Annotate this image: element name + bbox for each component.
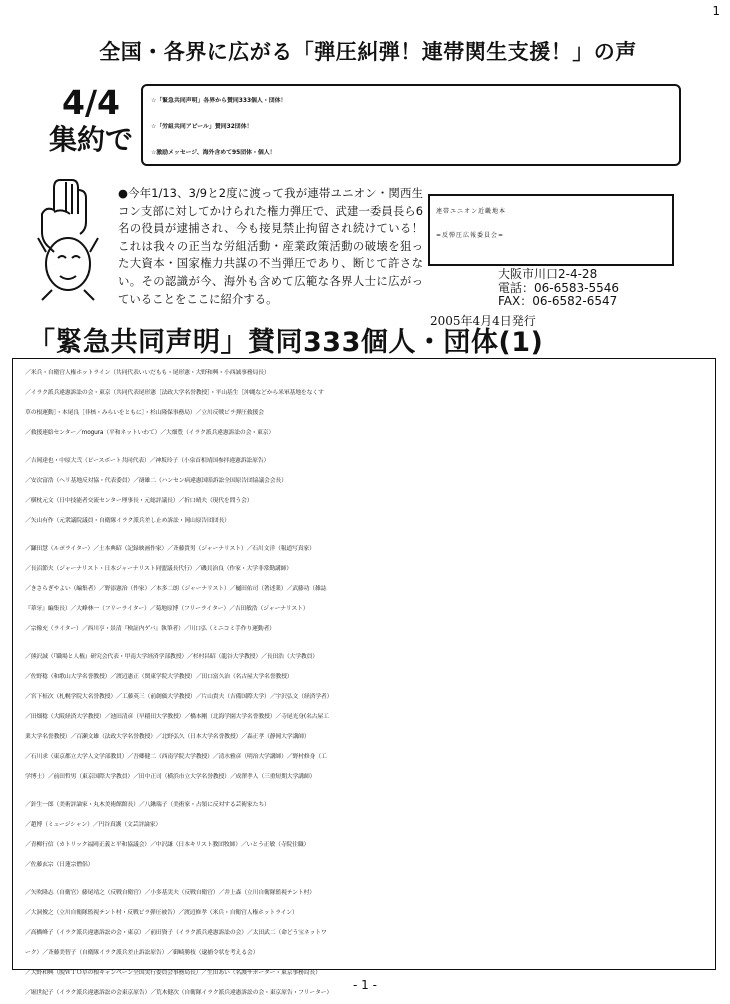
- supporter-line: ／大洞俊之（立川自衛隊監視テント村・反戦ビラ弾圧被告）／渡辺修孝（米兵・自衛官人権ホットライン）: [25, 910, 298, 916]
- supporter-group: [25, 363, 707, 443]
- supporter-line: ／吉岡達也・中原大弐（ピースボート共同代表）／神坂玲子（小泉首相靖国参拝違憲訴訟原告）: [25, 458, 270, 464]
- supporter-line: ／矢山有作（元衆議院議員・自衛隊イラク派兵差し止め訴訟・岡山原告団団長）: [25, 518, 230, 524]
- supporter-line: 業大学名誉教授）／百瀬文雄（法政大学名誉教授）／北野弘久（日本大学名誉教授）／森正孝（静岡大学講師）: [25, 734, 310, 740]
- date-block: [42, 84, 140, 158]
- org-contact: [498, 268, 619, 309]
- intro-text: ●今年1/13、3/9と2度に渡って我が連帯ユニオン・関西生コン支部に対してかけられた権力弾圧で、武建一委員長ら6名の役員が逮捕され、今も接見禁止拘留され続けている！これは我々の正当な労組活動・産業政策活動の破壊を狙った大資本・国家権力共謀の不当弾圧であり、断じて許さない。その認識が今、海外も含めて広範な各界人士に広がっていることをここに紹介する。: [118, 186, 423, 306]
- publication-date: 2005年4月4日発行: [430, 314, 536, 328]
- supporter-line: ／長沼節夫（ジャーナリスト・日本ジャーナリスト同盟議長代行）／磯貝治良（作家・大学非常勤講師）: [25, 566, 292, 572]
- supporter-line: ／宗像充（ライター）／西川亨・景清『検証内ゲバ』執筆者）／川口弘（ミニコミ手作り運動者）: [25, 626, 275, 632]
- supporter-line: ／横枕元文（日中技能者交流センター理事長・元総評議長）／折口晴夫（現代を問う会）: [25, 498, 253, 504]
- org-name: 連帯ユニオン近畿地本: [436, 208, 507, 215]
- org-address: 大阪市川口2-4-28: [498, 267, 598, 281]
- supporter-line: ／宮下柾次（札幌学院大名誉教授）／工藤英三（前創価大学教授）／片山貴夫（吉備国際大学）／宇沢弘文（経済学者）: [25, 694, 333, 700]
- main-heading: 「緊急共同声明」賛同333個人・団体(1): [28, 327, 544, 358]
- org-box: [428, 194, 674, 266]
- supporter-line: ／趙博（ミュージシャン）／円谷真護（文芸評論家）: [25, 822, 162, 828]
- supporter-group: [25, 451, 707, 531]
- supporter-line: ／針生一郎（美術評論家・丸木美術館館長）／八鍬瑞子（美術家・占領に反対する芸術家たち）: [25, 802, 270, 808]
- summary-line: ☆「労組共同アピール」賛同32団体！: [151, 124, 253, 130]
- summary-line: ☆「緊急共同声明」各界から賛同333個人・団体！: [151, 98, 287, 104]
- date-label: 4/4: [62, 83, 120, 122]
- supporter-line: ／米兵・自衛官人権ホットライン（共同代表いいだもも・尾形憲・大野和興・小西誠事務局長）: [25, 370, 270, 376]
- org-committee: =反弾圧広報委員会=: [436, 232, 505, 239]
- supporter-line: 学博士）／前田哲男（東京国際大学教員）／田中正司（横浜市立大学名誉教授）／成澤孝人（三重短期大学講師）: [25, 774, 316, 780]
- page-number-top: 1: [712, 4, 720, 18]
- supporter-group: [25, 795, 707, 875]
- raised-fist-illustration: [12, 172, 116, 302]
- footer-page-number: - 1 -: [353, 978, 377, 992]
- supporter-line: ／鎌田慧（ルポライター）／土本典昭（記録映画作家）／斉藤貴男（ジャーナリスト）／石川文洋（報道写真家）: [25, 546, 315, 552]
- supporter-line: ／救援連絡センター／mogura（平和ネットいわて）／大畑豊（イラク派兵違憲訴訟の会・東京）: [25, 430, 275, 436]
- supporter-line: ／石川求（東京都立大学人文学部教員）／吾郷健二（西南学院大学教授）／清水雅彦（明治大学講師）／野村修身（工: [25, 754, 327, 760]
- supporter-line: ／佐藤玄宗（日蓮宗僧侶）: [25, 862, 94, 868]
- org-tel: 電話：06-6583-5546: [498, 280, 620, 295]
- supporter-line: ーク）／斉藤美智子（自衛隊イラク派兵差止訴訟原告）／御崎勝枝（逮捕令状を考える会）: [25, 950, 259, 956]
- supporter-line: ／青柳行信（カトリック福岡正義と平和協議会）／中沢謙（日本キリスト教団牧師）／いとう正敏（寺院住職）: [25, 842, 310, 848]
- supporter-line: ／安次富浩（ヘリ基地反対協・代表委員）／谺雄二（ハンセン病違憲国賠訴訟全国原告団協議会会長）: [25, 478, 287, 484]
- summary-line: ☆激励メッセージ、海外含めて95団体・個人！: [151, 150, 276, 156]
- supporter-line: ／熊沢誠（『職場と人権』研究会代表・甲南大学経済学部教授）／杉村昌昭（龍谷大学教授）／長田浩（大学教員）: [25, 654, 318, 660]
- supporters-list: [12, 358, 716, 996]
- supporter-line: ／佐野稔（和歌山大学名誉教授）／渡辺憲正（関東学院大学教授）／田口富久治（名古屋大学名誉教授）: [25, 674, 293, 680]
- supporter-line: ／イラク派兵違憲訴訟の会・東京（共同代表尾形憲［法政大学名誉教授］・平山基生［沖縄などから米軍基地をなくす: [25, 390, 324, 396]
- date-suffix: 集約で: [48, 123, 133, 156]
- supporter-line: ／大野和興（脱ＷＴＯ草の根キャンペーン全国実行委員会事務局長）／生田あい（名護サポーター・東京事務局長）: [25, 970, 321, 976]
- supporter-group: [25, 647, 707, 787]
- supporter-line: ／田畑稔（大阪経済大学教授）／池田清彦（早稲田大学教授）／橋本剛（北海学園大学名誉教授）／寺尾光身(名古屋工: [25, 714, 329, 720]
- supporter-line: ／堀世紀子（イラク派兵違憲訴訟の会東京原告）／荒木健次（自衛隊イラク派兵違憲訴訟の会・東京原告・フリーター）: [25, 990, 333, 996]
- supporter-line: ／きさらぎやよい（編集者）／野添憲治（作家）／本多二朗（ジャーナリスト）／樋田佑司（著述業）／武藤功（雑誌: [25, 586, 327, 592]
- header-title: 全国・各界に広がる「弾圧糾弾！連帯関生支援！」の声: [99, 40, 637, 64]
- supporter-group: [25, 539, 707, 639]
- supporter-line: 草の根運動］・本尾良［非核・みらいをともに］・杉山隆保事務局）／立川反戦ビラ弾圧救援会: [25, 410, 264, 416]
- summary-box: [141, 84, 681, 166]
- supporter-line: ／矢吹隆志（自衛官）藤尾靖之（反戦自衛官）／小多基実夫（反戦自衛官）／井上森（立川自衛隊監視テント村）: [25, 890, 315, 896]
- supporter-line: 『葦牙』編集長）／大峰林一（フリーライター）／菊地原博（フリーライター）／吉田敏浩（ジャーナリスト）: [25, 606, 309, 612]
- supporter-line: ／高橋峰子（イラク派兵違憲訴訟の会・東京）／前田資子（イラク派兵違憲訴訟の会）／太田武二（命どう宝ネットワ: [25, 930, 327, 936]
- org-fax: FAX：06-6582-6547: [498, 294, 618, 308]
